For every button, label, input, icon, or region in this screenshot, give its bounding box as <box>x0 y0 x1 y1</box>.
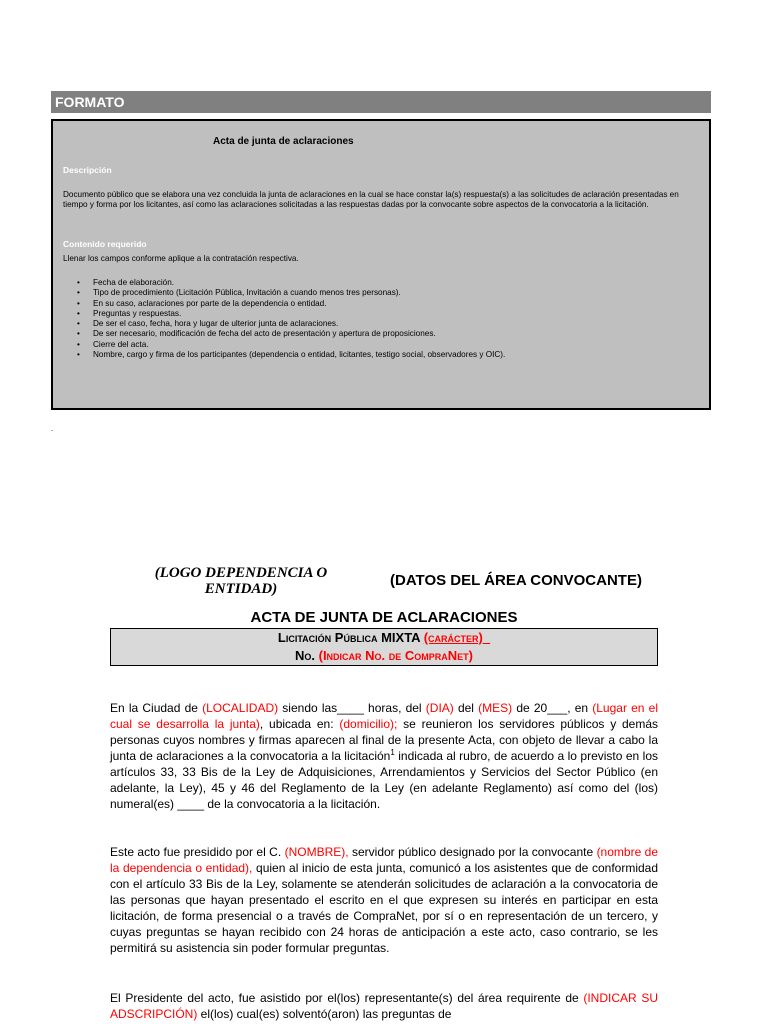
description-text: Documento público que se elabora una vez concluida la junta de aclaraciones en la cual se hace constar la(s) respuesta(s) a las solicitudes de aclaración presentadas en tiempo y forma por los licitantes, así como las aclaraciones solicitadas a las respuestas dadas por la convocante sobre aspectos de la convocatoria a la licitación. <box>63 190 679 209</box>
paragraph-opening: En la Ciudad de (LOCALIDAD) siendo las____ horas, del (DIA) del (MES) de 20___, en (Lugar en el cual se desarrolla la junta), ubicada en: (domicilio); se reunieron los servidores públicos y demás personas cuyos nombres y firmas aparecen al final de la presente Acta, con objeto de llevar a cabo la junta de aclaraciones a la convocatoria a la licitación$^1$ indicada al rubro, de acuerdo a lo previsto en los artículos 33, 33 Bis de la Ley de Adquisiciones, Arrendamientos y Servicios del Sector Público (en adelante, la Ley), 45 y 46 del Reglamento de la Ley (en adelante Reglamento) así como del (los) numeral(es) ____ de la convocatoria a la licitación. <box>110 701 659 811</box>
stray-dot: . <box>51 424 54 433</box>
bullet-icon: • <box>77 308 80 318</box>
format-title: Acta de junta de aclaraciones <box>213 136 354 147</box>
bullet-icon: • <box>77 329 80 339</box>
bullet-icon: • <box>77 319 80 329</box>
bullet-icon: • <box>77 288 80 298</box>
bullet-icon: • <box>77 278 80 287</box>
list-item: • Fecha de elaboración. <box>77 278 175 287</box>
format-instructions-box <box>51 119 711 410</box>
description-heading: Descripción <box>63 165 112 175</box>
area-placeholder: (DATOS DEL ÁREA CONVOCANTE) <box>390 572 642 589</box>
list-item: • En su caso, aclaraciones por parte de la dependencia o entidad. <box>77 298 327 308</box>
licitation-number-line: No. (Indicar No. de CompraNet) <box>294 648 473 663</box>
formato-header-bar <box>51 91 711 113</box>
list-item: • Preguntas y respuestas. <box>77 308 182 318</box>
list-item: • Tipo de procedimiento (Licitación Pública, Invitación a cuando menos tres personas). <box>77 288 401 298</box>
logo-placeholder: (LOGO DEPENDENCIA O ENTIDAD) <box>154 565 328 597</box>
content-intro: Llenar los campos conforme aplique a la contratación respectiva. <box>63 254 299 263</box>
paragraph-assisted: El Presidente del acto, fue asistido por el(los) representante(s) del área requirente de (INDICAR SU ADSCRIPCIÓN) el(los) cual(es) solventó(aron) las preguntas de <box>110 991 658 1021</box>
bullet-icon: • <box>77 339 80 349</box>
character-placeholder: (carácter) <box>423 630 483 645</box>
paragraph-presided: Este acto fue presidido por el C. (NOMBRE), servidor público designado por la convocante (nombre de la dependencia o entidad), quien al inicio de esta junta, comunicó a los asistentes que de conformidad con el artículo 33 Bis de la Ley, solamente se atenderán solicitudes de aclaración a la convocatoria de las personas que hayan presentado el escrito en el que expresen su interés en participar en esta licitación, de forma presencial o a través de CompraNet, por sí o en representación de un tercero, y cuyas preguntas se hayan recibido con 24 horas de anticipación a este acto, caso contrario, se les permitirá su asistencia sin poder formular preguntas. <box>110 845 659 955</box>
formato-label: FORMATO <box>55 94 125 110</box>
content-heading: Contenido requerido <box>63 239 147 249</box>
required-content-list <box>63 278 505 360</box>
list-item: • De ser necesario, modificación de fecha del acto de presentación y apertura de proposiciones. <box>77 329 436 339</box>
document-title: ACTA DE JUNTA DE ACLARACIONES <box>250 609 518 626</box>
licitation-line: Licitación Pública MIXTA (carácter)_ <box>277 630 491 645</box>
list-item: • Nombre, cargo y firma de los participantes (dependencia o entidad, licitantes, testigo social, observadores y OIC). <box>77 350 506 360</box>
compranet-number-placeholder: (Indicar No. de CompraNet) <box>318 648 473 663</box>
licitation-box <box>110 628 658 666</box>
list-item: • De ser el caso, fecha, hora y lugar de ulterior junta de aclaraciones. <box>77 319 339 329</box>
bullet-icon: • <box>77 298 80 308</box>
list-item: • Cierre del acta. <box>77 339 149 349</box>
footnote-marker: 1 <box>390 748 395 757</box>
bullet-icon: • <box>77 350 80 360</box>
